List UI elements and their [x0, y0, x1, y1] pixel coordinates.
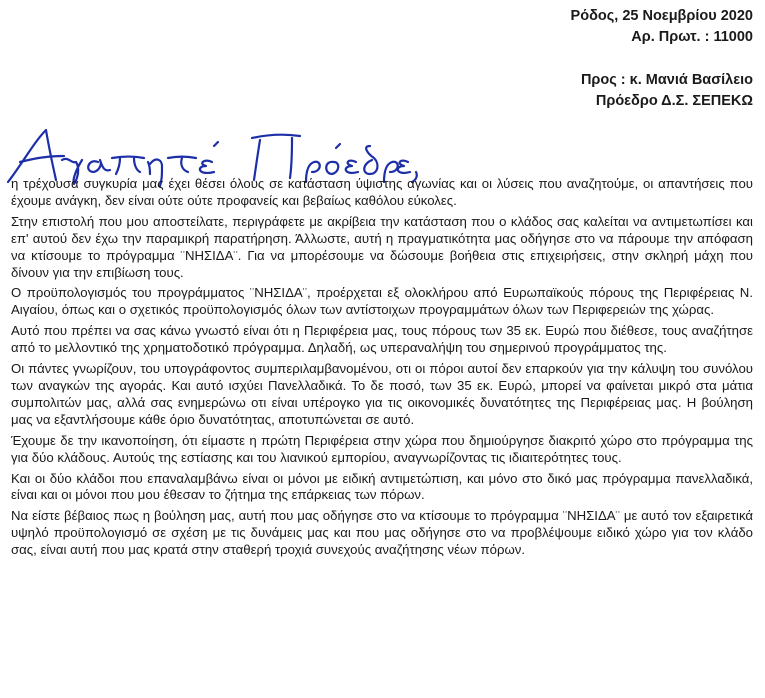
recipient-block [581, 70, 753, 112]
recipient-name: Προς : κ. Μανιά Βασίλειο [580, 72, 753, 88]
paragraph-5: Οι πάντες γνωρίζουν, του υπογράφοντος συμπεριλαμβανομένου, οτι οι πόροι αυτοί δεν επαρκούν για την κάλυψη του συνόλου των αναγκών της αγοράς. Και αυτό ισχύει Πανελλαδικά. Το δε ποσό, των 35 εκ. Ευρώ, μπορεί να φαίνεται μικρό στα μάτια συμπολιτών μας, αλλά σας ενημερώνω οτι είναι υπέρογκο για τις οικονομικές δυνατότητες της Περιφέρειας μας. Η βούληση μας να εξαντλήσουμε κάθε όριο δυνατότητας, αποτυπώνεται σε αυτό. [11, 361, 753, 427]
paragraph-4: Αυτό που πρέπει να σας κάνω γνωστό είναι ότι η Περιφέρεια μας, τους πόρους των 35 εκ. Ευρώ που διέθεσε, τους αναζήτησε από το μελλοντικό της χρηματοδοτικό πρόγραμμα. Δηλαδή, ως υπεραναλήψη του σημερινού προγράμματος της. [11, 323, 753, 356]
recipient-title: Πρόεδρο Δ.Σ. ΣΕΠΕΚΩ [595, 93, 753, 109]
paragraph-1: η τρέχουσα συγκυρία μας έχει θέσει όλους σε κατάσταση ύψιστης αγωνίας και οι λύσεις που αναζητούμε, οι απαντήσεις που έχουμε ανάγκη, δεν είναι ούτε ούτε προφανείς και βεβαίως καθόλου εύκολες. [11, 176, 753, 208]
letter-header [571, 6, 753, 48]
paragraph-6: Έχουμε δε την ικανοποίηση, ότι είμαστε η πρώτη Περιφέρεια στην χώρα που δημιούργησε διακριτό χώρο στο πρόγραμμα της για δύο κλάδους. Αυτούς της εστίασης και του λιανικού εμπορίου, αναγνωρίζοντας τις ιδιαιτερότητες τους. [11, 432, 753, 465]
letter-body [11, 176, 753, 563]
place-date: Ρόδος, 25 Νοεμβρίου 2020 [570, 8, 753, 24]
protocol-number: Αρ. Πρωτ. : 11000 [631, 29, 753, 45]
paragraph-2: Στην επιστολή που μου αποστείλατε, περιγράφετε με ακρίβεια την κατάσταση που ο κλάδος σας καλείται να αντιμετωπίσει και επ' αυτού δεν έχω την παραμικρή παρατήρηση. Άλλωστε, αυτή η πραγματικότητα μας οδήγησε στο να πάρουμε την απόφαση να κτίσουμε το πρόγραμμα ¨ΝΗΣΙΔΑ¨. Για να μπορέσουμε να δώσουμε βοήθεια στις επιχειρήσεις, στην σκληρή μάχη που δίνουν για την επιβίωση τους. [11, 213, 753, 280]
paragraph-8: Να είστε βέβαιος πως η βούληση μας, αυτή που μας οδήγησε στο να κτίσουμε το πρόγραμμα ¨ΝΗΣΙΔΑ¨ με αυτό τον εξαιρετικά υψηλό προϋπολογισμό σε σχέση με τις δυνάμεις μας και που μας οδήγησε στο να προβλέψουμε ειδικό χώρο για τον κλάδο σας, είναι αυτή που μας κρατά στην σταθερή τροχιά συνεχούς αναζήτησης νέων πόρων. [11, 508, 753, 558]
paragraph-3: Ο προϋπολογισμός του προγράμματος ¨ΝΗΣΙΔΑ¨, προέρχεται εξ ολοκλήρου από Ευρωπαϊκούς πόρους της Περιφέρειας Ν. Αιγαίου, όπως και ο σχετικός προϋπολογισμός όλων των αντίστοιχων προγραμμάτων όλων των Περιφερειών της χώρας. [11, 285, 753, 318]
paragraph-7: Και οι δύο κλάδοι που επαναλαμβάνω είναι οι μόνοι με ειδική αντιμετώπιση, και μόνο στο δικό μας πρόγραμμα πανελλαδικά, είναι και οι μόνοι που μου έθεσαν το ζήτημα της επάρκειας των πόρων. [11, 470, 753, 503]
